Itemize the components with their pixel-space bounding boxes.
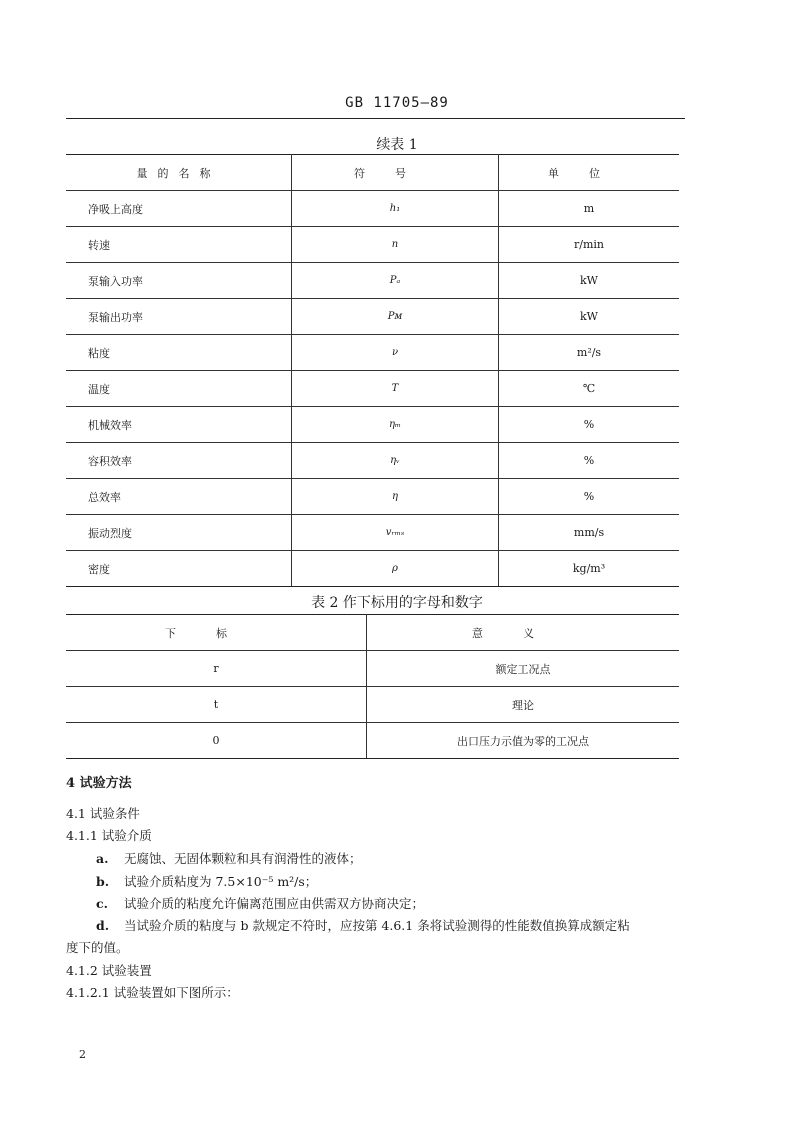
- table-row: [66, 651, 679, 687]
- header-subscript: 下标: [66, 615, 367, 651]
- table-row: [66, 191, 679, 227]
- quantity-symbol: η: [292, 479, 499, 515]
- quantity-unit: kW: [499, 299, 680, 335]
- quantity-name: 密度: [66, 551, 292, 587]
- subscript: 0: [66, 723, 367, 759]
- table-row: [66, 723, 679, 759]
- table-row: [66, 371, 679, 407]
- quantity-unit: kW: [499, 263, 680, 299]
- quantity-symbol: ν: [292, 335, 499, 371]
- header-rule: [66, 118, 685, 119]
- quantity-unit: mm/s: [499, 515, 680, 551]
- quantity-name: 净吸上高度: [66, 191, 292, 227]
- quantity-unit: kg/m³: [499, 551, 680, 587]
- header-meaning: 意义: [367, 615, 680, 651]
- table-header-row: [66, 155, 679, 191]
- table-row: [66, 335, 679, 371]
- quantity-name: 总效率: [66, 479, 292, 515]
- table-row: [66, 479, 679, 515]
- subsection-4-1-2: 4.1.2 试验装置: [66, 963, 152, 978]
- quantity-name: 温度: [66, 371, 292, 407]
- subsection-4-1-2-1: 4.1.2.1 试验装置如下图所示：: [66, 985, 239, 1000]
- quantity-symbol: ηᵥ: [292, 443, 499, 479]
- subscript-meaning: 出口压力示值为零的工况点: [367, 723, 680, 759]
- quantity-symbol: vᵣₘₛ: [292, 515, 499, 551]
- subsection-4-1-1: 4.1.1 试验介质: [66, 828, 152, 843]
- header-unit: 单位: [499, 155, 680, 191]
- table-2: [66, 614, 679, 759]
- document-code: GB 11705—89: [345, 95, 449, 111]
- table2-caption: 表 2 作下标用的字母和数字: [311, 595, 483, 611]
- quantity-symbol: T: [292, 371, 499, 407]
- quantity-unit: m²/s: [499, 335, 680, 371]
- subscript: t: [66, 687, 367, 723]
- quantity-name: 泵输出功率: [66, 299, 292, 335]
- page-number: 2: [79, 1048, 86, 1061]
- quantity-symbol: Pᴍ: [292, 299, 499, 335]
- quantity-name: 转速: [66, 227, 292, 263]
- item-label: d.: [96, 918, 110, 933]
- item-text: 试验介质粘度为 7.5×10⁻⁵ m²/s；: [124, 874, 318, 889]
- quantity-name: 振动烈度: [66, 515, 292, 551]
- item-label: c.: [96, 896, 108, 911]
- quantity-unit: %: [499, 443, 680, 479]
- table-1: [66, 154, 679, 587]
- table-row: [66, 443, 679, 479]
- table-row: [66, 263, 679, 299]
- table-header-row: [66, 615, 679, 651]
- item-text-continued: 度下的值。: [66, 940, 129, 955]
- quantity-symbol: ηₘ: [292, 407, 499, 443]
- subscript-meaning: 理论: [367, 687, 680, 723]
- quantity-name: 容积效率: [66, 443, 292, 479]
- table-row: [66, 515, 679, 551]
- table-row: [66, 299, 679, 335]
- quantity-name: 粘度: [66, 335, 292, 371]
- quantity-symbol: ρ: [292, 551, 499, 587]
- table-row: [66, 227, 679, 263]
- quantity-unit: %: [499, 407, 680, 443]
- item-label: b.: [96, 874, 110, 889]
- quantity-unit: m: [499, 191, 680, 227]
- quantity-unit: %: [499, 479, 680, 515]
- quantity-symbol: n: [292, 227, 499, 263]
- item-label: a.: [96, 851, 109, 866]
- header-symbol: 符号: [292, 155, 499, 191]
- section-heading: 4 试验方法: [66, 776, 132, 791]
- quantity-symbol: Pₐ: [292, 263, 499, 299]
- quantity-unit: ℃: [499, 371, 680, 407]
- item-text: 当试验介质的粘度与 b 款规定不符时，应按第 4.6.1 条将试验测得的性能数值换算成额定粘: [124, 918, 630, 933]
- table-row: [66, 407, 679, 443]
- table-row: [66, 687, 679, 723]
- subsection-4-1: 4.1 试验条件: [66, 806, 140, 821]
- quantity-symbol: h₁: [292, 191, 499, 227]
- quantity-name: 泵输入功率: [66, 263, 292, 299]
- table1-caption: 续表 1: [376, 137, 418, 153]
- quantity-unit: r/min: [499, 227, 680, 263]
- item-text: 试验介质的粘度允许偏离范围应由供需双方协商决定；: [124, 896, 425, 911]
- table-row: [66, 551, 679, 587]
- subscript-meaning: 额定工况点: [367, 651, 680, 687]
- quantity-name: 机械效率: [66, 407, 292, 443]
- item-text: 无腐蚀、无固体颗粒和具有润滑性的液体；: [124, 851, 362, 866]
- header-name: 量的名称: [66, 155, 292, 191]
- subscript: r: [66, 651, 367, 687]
